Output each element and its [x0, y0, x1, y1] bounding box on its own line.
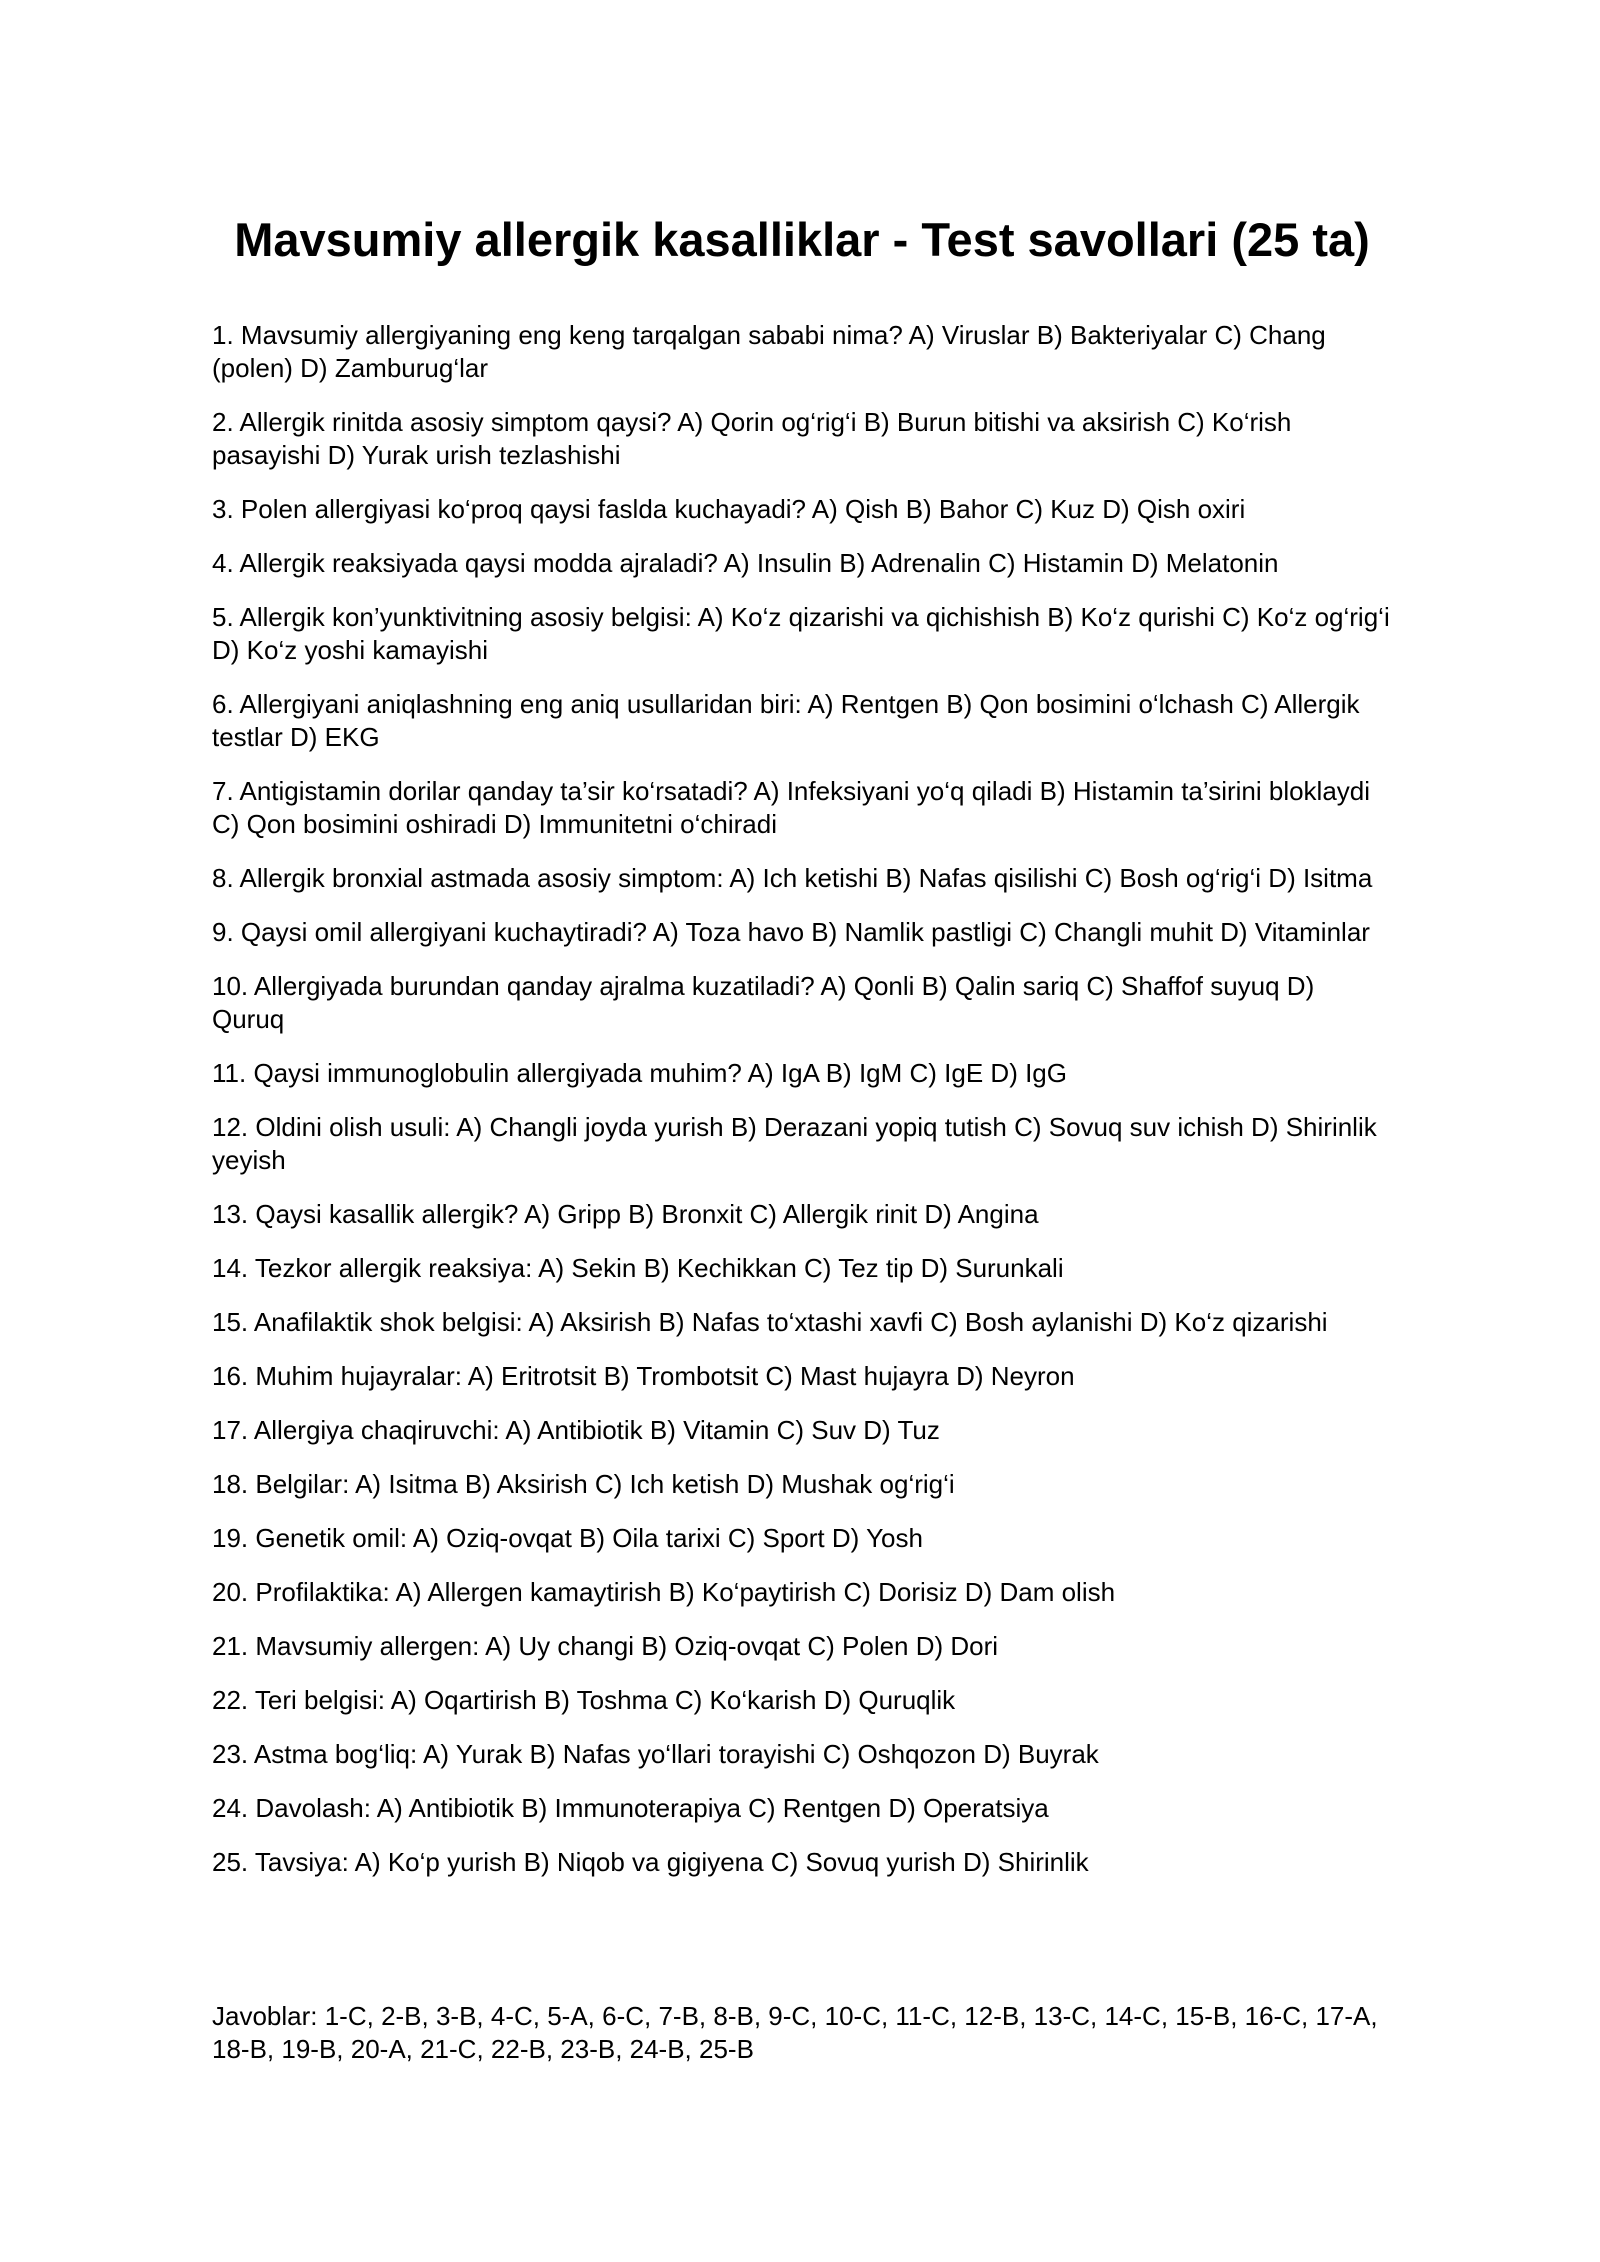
question-21: 21. Mavsumiy allergen: A) Uy changi B) Oziq-ovqat C) Polen D) Dori [212, 1631, 999, 1661]
document-title: Mavsumiy allergik kasalliklar - Test savollari (25 ta) [234, 213, 1370, 266]
question-22: 22. Teri belgisi: A) Oqartirish B) Toshma C) Ko‘karish D) Quruqlik [212, 1685, 956, 1715]
question-7: 7. Antigistamin dorilar qanday ta’sir ko‘rsatadi? A) Infeksiyani yo‘q qiladi B) Histamin ta’sirini bloklaydi C) Qon bosimini oshiradi D) Immunitetni o‘chiradi [212, 776, 1371, 839]
question-9: 9. Qaysi omil allergiyani kuchaytiradi? A) Toza havo B) Namlik pastligi C) Changli muhit D) Vitaminlar [212, 917, 1370, 947]
question-15: 15. Anafilaktik shok belgisi: A) Aksirish B) Nafas to‘xtashi xavfi C) Bosh aylanishi D) Ko‘z qizarishi [212, 1307, 1328, 1337]
question-4: 4. Allergik reaksiyada qaysi modda ajraladi? A) Insulin B) Adrenalin C) Histamin D) Melatonin [212, 548, 1279, 578]
question-3: 3. Polen allergiyasi ko‘proq qaysi faslda kuchayadi? A) Qish B) Bahor C) Kuz D) Qish oxiri [212, 494, 1246, 524]
question-18: 18. Belgilar: A) Isitma B) Aksirish C) Ich ketish D) Mushak og‘rig‘i [212, 1469, 955, 1499]
question-19: 19. Genetik omil: A) Oziq-ovqat B) Oila tarixi C) Sport D) Yosh [212, 1523, 923, 1553]
question-16: 16. Muhim hujayralar: A) Eritrotsit B) Trombotsit C) Mast hujayra D) Neyron [212, 1361, 1075, 1391]
question-5: 5. Allergik kon’yunktivitning asosiy belgisi: A) Ko‘z qizarishi va qichishish B) Ko‘z qurishi C) Ko‘z og‘rig‘i D) Ko‘z yoshi kamayishi [212, 602, 1390, 665]
question-12: 12. Oldini olish usuli: A) Changli joyda yurish B) Derazani yopiq tutish C) Sovuq suv ichish D) Shirinlik yeyish [212, 1112, 1377, 1175]
question-24: 24. Davolash: A) Antibiotik B) Immunoterapiya C) Rentgen D) Operatsiya [212, 1793, 1049, 1823]
question-20: 20. Profilaktika: A) Allergen kamaytirish B) Ko‘paytirish C) Dorisiz D) Dam olish [212, 1577, 1116, 1607]
question-13: 13. Qaysi kasallik allergik? A) Gripp B) Bronxit C) Allergik rinit D) Angina [212, 1199, 1039, 1229]
question-10: 10. Allergiyada burundan qanday ajralma kuzatiladi? A) Qonli B) Qalin sariq C) Shaffof suyuq D) Quruq [212, 971, 1315, 1034]
question-25: 25. Tavsiya: A) Ko‘p yurish B) Niqob va gigiyena C) Sovuq yurish D) Shirinlik [212, 1847, 1089, 1877]
question-8: 8. Allergik bronxial astmada asosiy simptom: A) Ich ketishi B) Nafas qisilishi C) Bosh og‘rig‘i D) Isitma [212, 863, 1373, 893]
question-list [212, 319, 1392, 1900]
question-1: 1. Mavsumiy allergiyaning eng keng tarqalgan sababi nima? A) Viruslar B) Bakteriyalar C) Chang (polen) D) Zamburug‘lar [212, 320, 1326, 383]
question-6: 6. Allergiyani aniqlashning eng aniq usullaridan biri: A) Rentgen B) Qon bosimini o‘lchash C) Allergik testlar D) EKG [212, 689, 1360, 752]
question-23: 23. Astma bog‘liq: A) Yurak B) Nafas yo‘llari torayishi C) Oshqozon D) Buyrak [212, 1739, 1099, 1769]
question-17: 17. Allergiya chaqiruvchi: A) Antibiotik B) Vitamin C) Suv D) Tuz [212, 1415, 940, 1445]
question-11: 11. Qaysi immunoglobulin allergiyada muhim? A) IgA B) IgM C) IgE D) IgG [212, 1058, 1067, 1088]
question-14: 14. Tezkor allergik reaksiya: A) Sekin B) Kechikkan C) Tez tip D) Surunkali [212, 1253, 1064, 1283]
answer-key: Javoblar: 1-C, 2-B, 3-B, 4-C, 5-A, 6-C, 7-B, 8-B, 9-C, 10-C, 11-C, 12-B, 13-C, 14-C, 15-B, 16-C, 17-A, 18-B, 19-B, 20-A, 21-C, 22-B, 23-B, 24-B, 25-B [212, 2001, 1378, 2064]
question-2: 2. Allergik rinitda asosiy simptom qaysi? A) Qorin og‘rig‘i B) Burun bitishi va aksirish C) Ko‘rish pasayishi D) Yurak urish tezlashishi [212, 407, 1292, 470]
